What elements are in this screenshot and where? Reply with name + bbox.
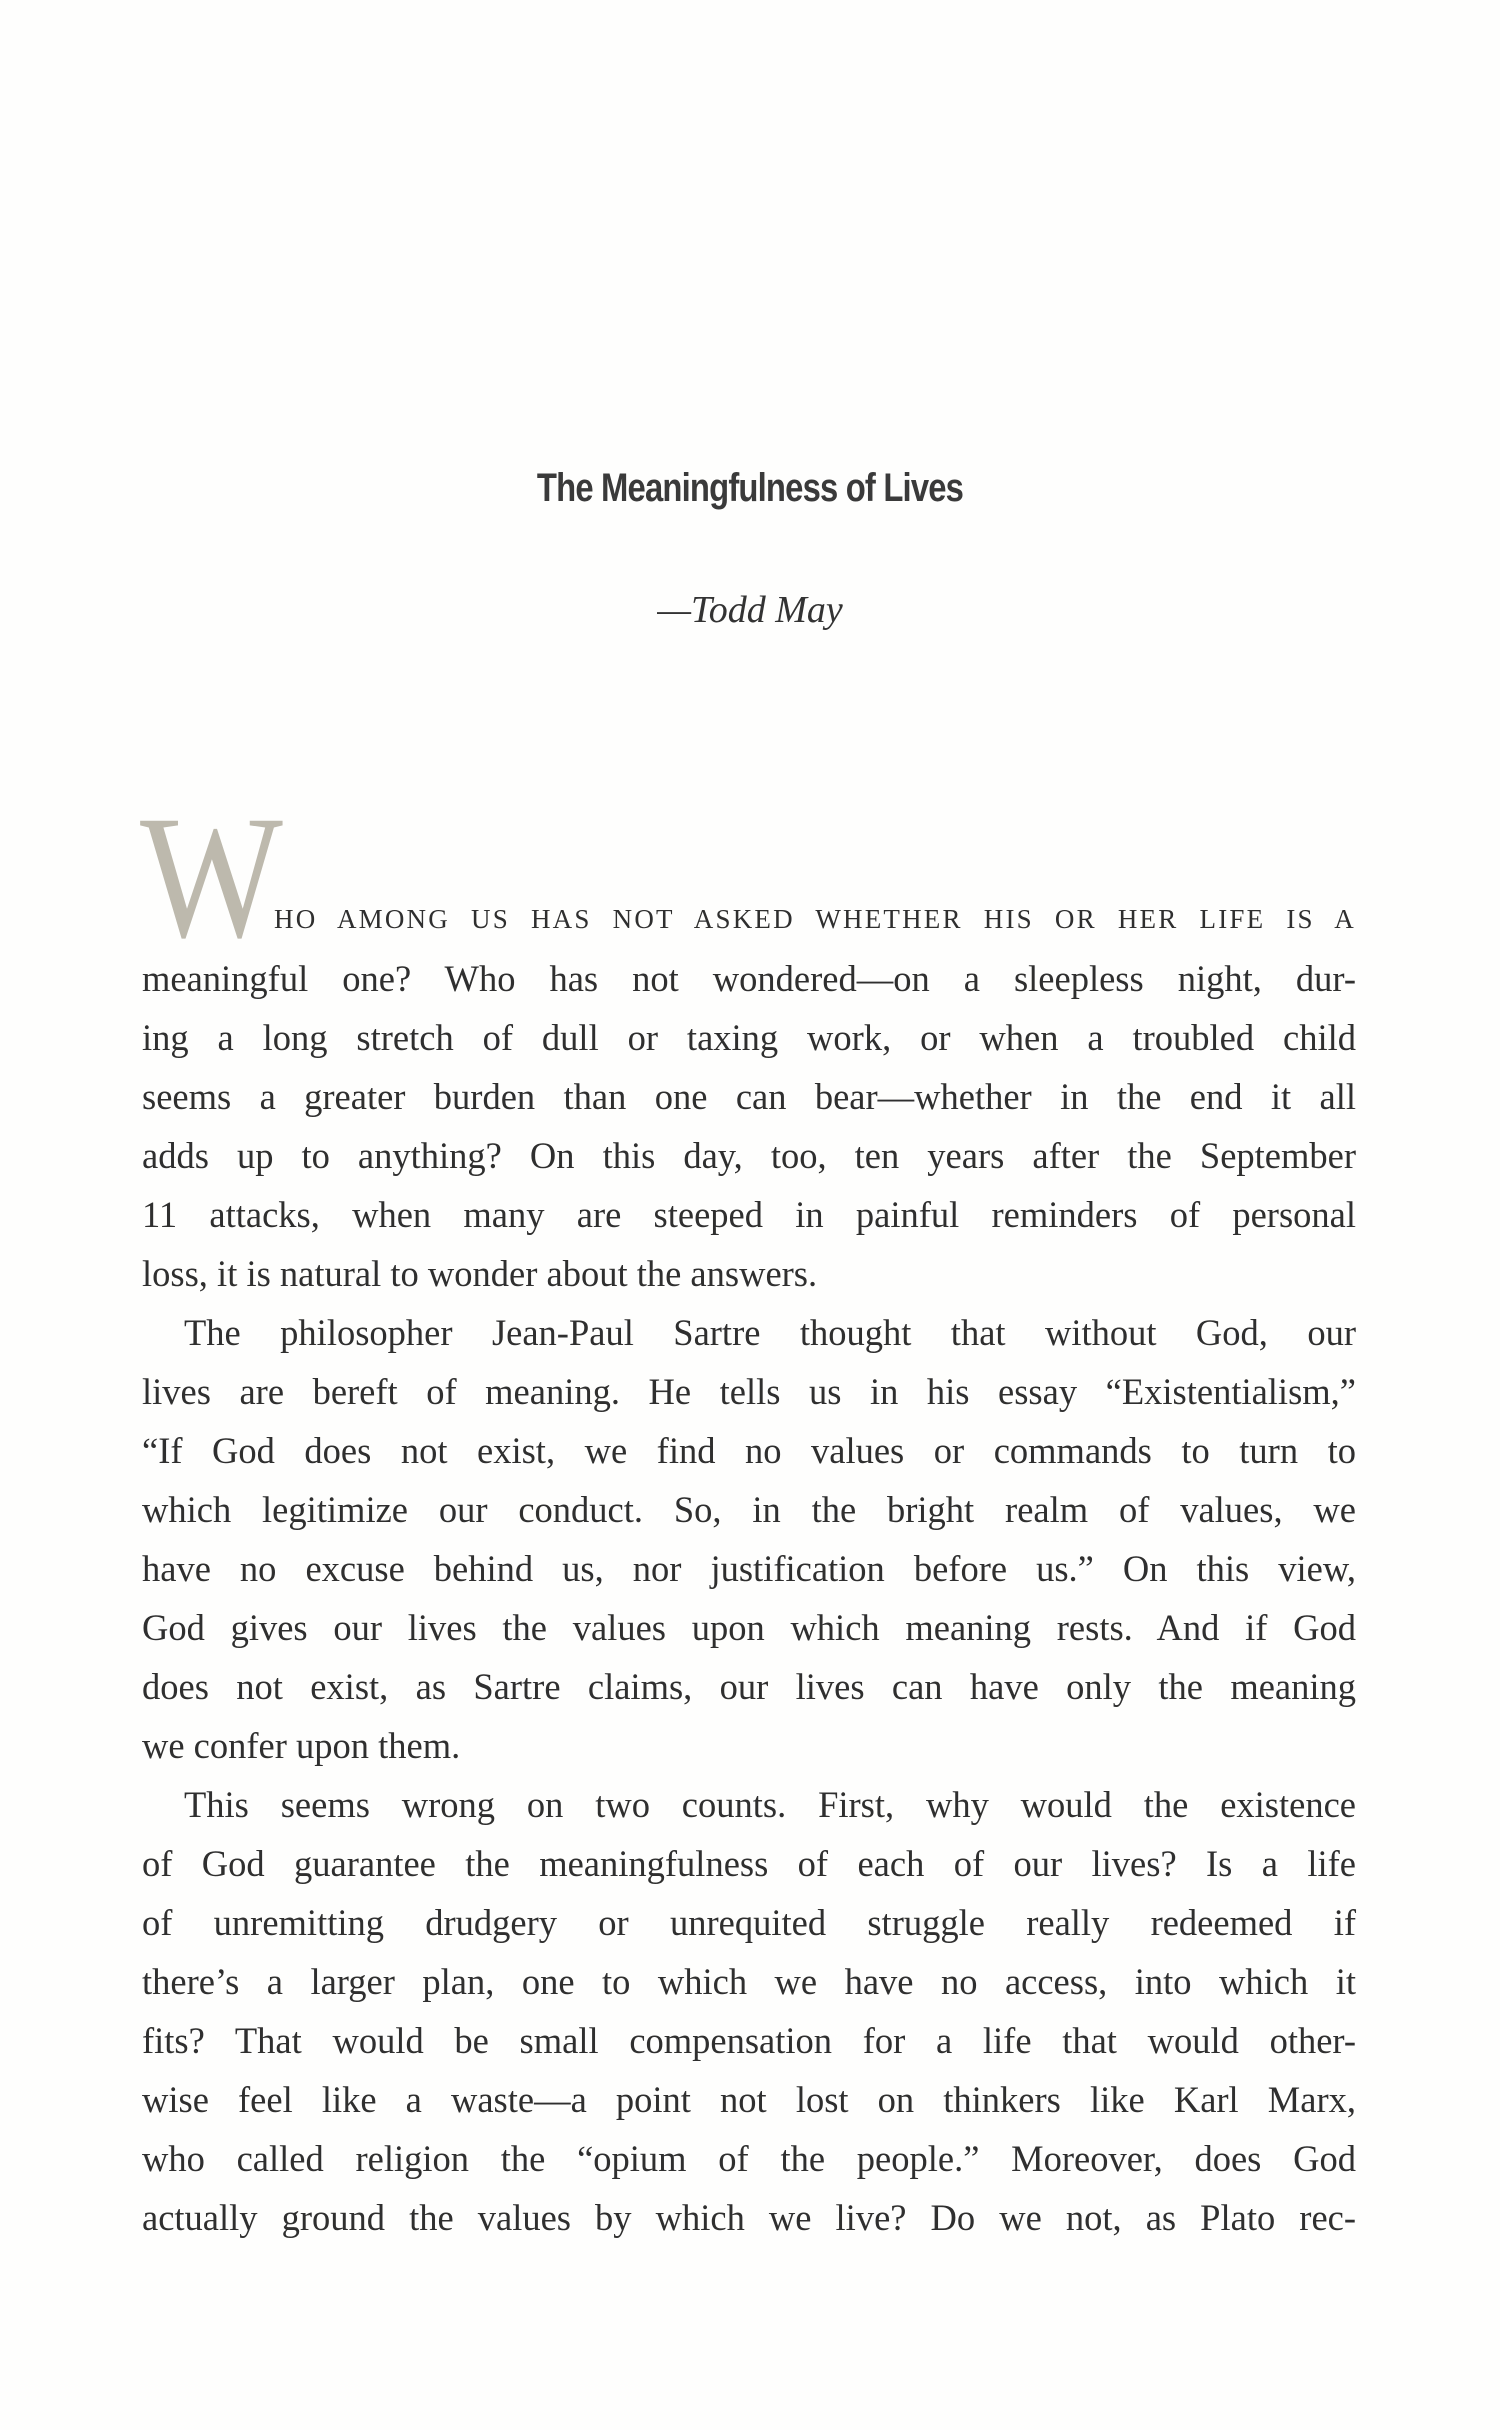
text-line: seems a greater burden than one can bear—whether in the end it all <box>142 1076 1356 1117</box>
text-line: fits? That would be small compensation for a life that would other- <box>142 2020 1356 2061</box>
text-line: The philosopher Jean-Paul Sartre thought that without God, our <box>184 1312 1356 1353</box>
paragraph-2 <box>142 1303 1356 1775</box>
text-line: loss, it is natural to wonder about the answers. <box>142 1253 818 1294</box>
text-line: which legitimize our conduct. So, in the bright realm of values, we <box>142 1489 1356 1530</box>
text-line: ing a long stretch of dull or taxing work, or when a troubled child <box>142 1017 1356 1058</box>
text-line: of unremitting drudgery or unrequited struggle really redeemed if <box>142 1902 1356 1943</box>
text-line: “If God does not exist, we find no values or commands to turn to <box>142 1430 1356 1471</box>
text-line: This seems wrong on two counts. First, why would the existence <box>184 1784 1356 1825</box>
author-byline: —Todd May <box>657 589 843 631</box>
text-line: adds up to anything? On this day, too, ten years after the September <box>142 1135 1356 1176</box>
text-line: have no excuse behind us, nor justification before us.” On this view, <box>142 1548 1356 1589</box>
article-body <box>142 890 1356 2247</box>
drop-cap-letter: W <box>140 780 283 975</box>
opening-small-caps-line: HO AMONG US HAS NOT ASKED WHETHER HIS OR HER LIFE IS A <box>274 904 1356 934</box>
text-line: there’s a larger plan, one to which we have no access, into which it <box>142 1961 1356 2002</box>
text-line: who called religion the “opium of the people.” Moreover, does God <box>142 2138 1356 2179</box>
text-line: we confer upon them. <box>142 1725 461 1766</box>
chapter-title: The Meaningfulness of Lives <box>536 466 964 510</box>
text-line: of God guarantee the meaningfulness of each of our lives? Is a life <box>142 1843 1356 1884</box>
text-line: wise feel like a waste—a point not lost on thinkers like Karl Marx, <box>142 2079 1356 2120</box>
paragraph-1 <box>142 890 1356 1303</box>
text-line: does not exist, as Sartre claims, our lives can have only the meaning <box>142 1666 1356 1707</box>
text-line: lives are bereft of meaning. He tells us in his essay “Existentialism,” <box>142 1371 1356 1412</box>
text-line: 11 attacks, when many are steeped in painful reminders of personal <box>142 1194 1356 1235</box>
text-line: actually ground the values by which we live? Do we not, as Plato rec- <box>142 2197 1356 2238</box>
text-line: God gives our lives the values upon which meaning rests. And if God <box>142 1607 1356 1648</box>
paragraph-3 <box>142 1775 1356 2247</box>
text-line: meaningful one? Who has not wondered—on a sleepless night, dur- <box>142 958 1356 999</box>
